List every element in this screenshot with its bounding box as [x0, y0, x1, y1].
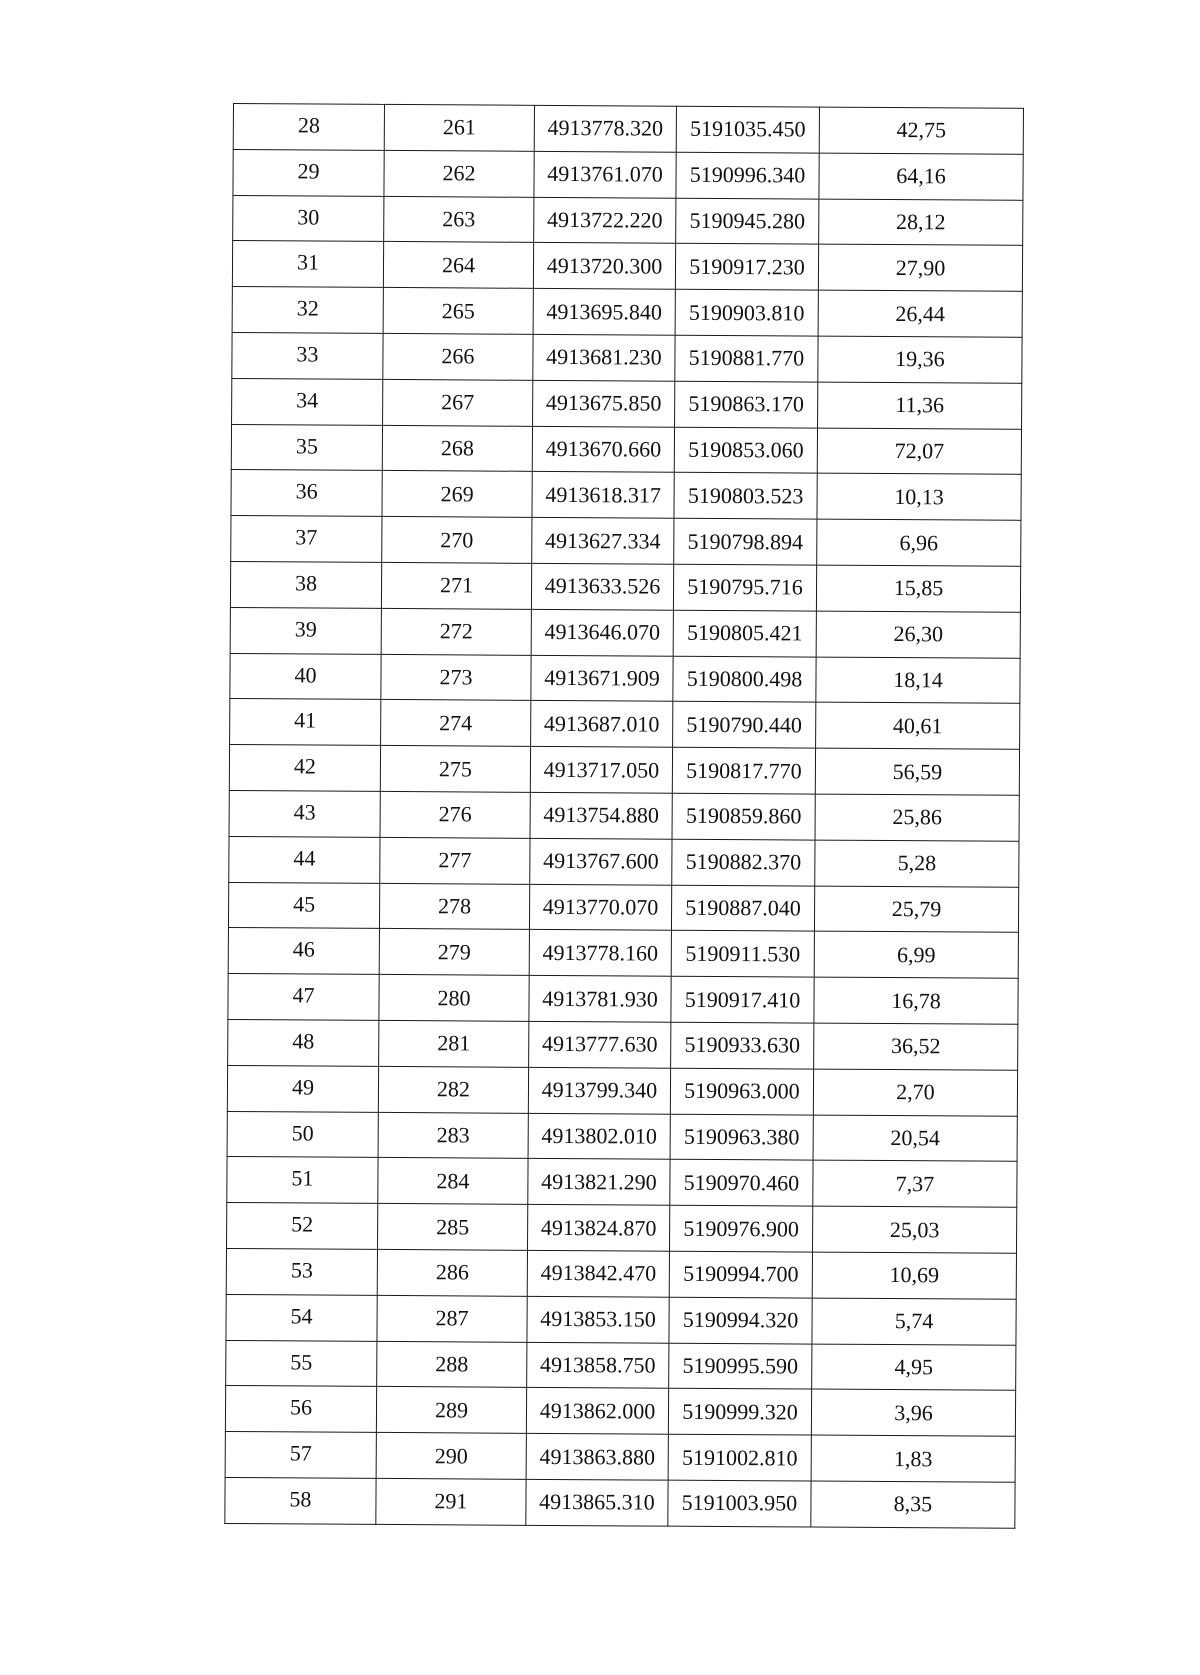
x-coordinate-cell: 4913717.050	[530, 746, 672, 793]
table-row	[225, 1432, 1015, 1483]
table-row	[231, 470, 1021, 521]
y-coordinate-cell: 5190970.460	[670, 1160, 813, 1207]
x-coordinate-cell: 4913799.340	[528, 1067, 670, 1114]
row-number-cell: 51	[227, 1157, 378, 1204]
row-number-cell: 43	[229, 790, 380, 837]
row-number-cell: 39	[230, 607, 381, 654]
x-coordinate-cell: 4913633.526	[531, 563, 673, 610]
x-coordinate-cell: 4913821.290	[528, 1159, 670, 1206]
y-coordinate-cell: 5190795.716	[673, 564, 816, 611]
point-number-cell: 269	[382, 471, 532, 518]
y-coordinate-cell: 5190917.410	[671, 976, 814, 1023]
point-number-cell: 265	[383, 288, 533, 335]
y-coordinate-cell: 5190995.590	[669, 1343, 812, 1390]
y-coordinate-cell: 5190805.421	[673, 610, 816, 657]
segment-length-cell: 28,12	[819, 199, 1023, 246]
segment-length-cell: 40,61	[816, 702, 1020, 749]
y-coordinate-cell: 5190996.340	[676, 152, 819, 199]
table-row	[228, 882, 1018, 933]
row-number-cell: 54	[226, 1294, 377, 1341]
y-coordinate-cell: 5191035.450	[676, 106, 819, 153]
segment-length-cell: 5,74	[812, 1298, 1016, 1345]
table-row	[231, 516, 1021, 567]
segment-length-cell: 25,86	[815, 794, 1019, 841]
y-coordinate-cell: 5190963.380	[670, 1114, 813, 1161]
table-row	[230, 653, 1020, 704]
segment-length-cell: 2,70	[813, 1069, 1017, 1116]
segment-length-cell: 6,99	[814, 931, 1018, 978]
segment-length-cell: 8,35	[811, 1481, 1015, 1528]
y-coordinate-cell: 5191002.810	[668, 1434, 811, 1481]
table-row	[229, 836, 1019, 887]
point-number-cell: 288	[377, 1341, 527, 1388]
row-number-cell: 29	[233, 149, 384, 196]
row-number-cell: 28	[233, 104, 384, 151]
y-coordinate-cell: 5190859.860	[672, 793, 815, 840]
point-number-cell: 287	[377, 1295, 527, 1342]
row-number-cell: 34	[232, 378, 383, 425]
table-row	[228, 1019, 1018, 1070]
point-number-cell: 271	[381, 562, 531, 609]
x-coordinate-cell: 4913863.880	[526, 1433, 668, 1480]
table-row	[225, 1477, 1015, 1528]
point-number-cell: 281	[379, 1020, 529, 1067]
y-coordinate-cell: 5190945.280	[676, 198, 819, 245]
y-coordinate-cell: 5190800.498	[673, 656, 816, 703]
x-coordinate-cell: 4913695.840	[533, 289, 675, 336]
x-coordinate-cell: 4913778.160	[529, 930, 671, 977]
x-coordinate-cell: 4913720.300	[533, 243, 675, 290]
segment-length-cell: 6,96	[817, 519, 1021, 566]
table-row	[230, 607, 1020, 658]
y-coordinate-cell: 5190798.894	[674, 518, 817, 565]
segment-length-cell: 10,69	[812, 1252, 1016, 1299]
x-coordinate-cell: 4913681.230	[533, 334, 675, 381]
table-row	[233, 195, 1023, 246]
x-coordinate-cell: 4913802.010	[528, 1113, 670, 1160]
row-number-cell: 58	[225, 1477, 376, 1524]
y-coordinate-cell: 5190994.320	[669, 1297, 812, 1344]
segment-length-cell: 11,36	[818, 382, 1022, 429]
row-number-cell: 57	[225, 1432, 376, 1479]
row-number-cell: 30	[233, 195, 384, 242]
point-number-cell: 283	[378, 1112, 528, 1159]
table-row	[226, 1340, 1016, 1391]
y-coordinate-cell: 5190976.900	[669, 1205, 812, 1252]
x-coordinate-cell: 4913670.660	[532, 426, 674, 473]
x-coordinate-cell: 4913627.334	[532, 518, 674, 565]
y-coordinate-cell: 5190882.370	[672, 839, 815, 886]
table-row	[233, 104, 1023, 155]
segment-length-cell: 5,28	[815, 840, 1019, 887]
row-number-cell: 32	[232, 287, 383, 334]
y-coordinate-cell: 5190911.530	[671, 931, 814, 978]
y-coordinate-cell: 5190817.770	[672, 747, 815, 794]
table-row	[232, 332, 1022, 383]
segment-length-cell: 1,83	[811, 1435, 1015, 1482]
table-row	[232, 287, 1022, 338]
row-number-cell: 31	[232, 241, 383, 288]
segment-length-cell: 20,54	[813, 1115, 1017, 1162]
x-coordinate-cell: 4913770.070	[529, 884, 671, 931]
y-coordinate-cell: 5190881.770	[675, 335, 818, 382]
x-coordinate-cell: 4913687.010	[531, 701, 673, 748]
x-coordinate-cell: 4913767.600	[530, 838, 672, 885]
x-coordinate-cell: 4913761.070	[534, 151, 676, 198]
point-number-cell: 268	[382, 425, 532, 472]
y-coordinate-cell: 5190803.523	[674, 473, 817, 520]
row-number-cell: 42	[229, 745, 380, 792]
segment-length-cell: 72,07	[817, 428, 1021, 475]
table-row	[230, 561, 1020, 612]
x-coordinate-cell: 4913862.000	[526, 1388, 668, 1435]
point-number-cell: 274	[381, 700, 531, 747]
point-number-cell: 266	[383, 333, 533, 380]
point-number-cell: 264	[383, 242, 533, 289]
row-number-cell: 36	[231, 470, 382, 517]
y-coordinate-cell: 5190933.630	[671, 1022, 814, 1069]
x-coordinate-cell: 4913675.850	[533, 380, 675, 427]
point-number-cell: 272	[381, 608, 531, 655]
point-number-cell: 278	[379, 883, 529, 930]
row-number-cell: 49	[227, 1065, 378, 1112]
point-number-cell: 270	[382, 517, 532, 564]
segment-length-cell: 26,44	[818, 290, 1022, 337]
point-number-cell: 280	[379, 975, 529, 1022]
coordinates-table	[224, 103, 1024, 1529]
x-coordinate-cell: 4913618.317	[532, 472, 674, 519]
row-number-cell: 45	[228, 882, 379, 929]
row-number-cell: 37	[231, 516, 382, 563]
x-coordinate-cell: 4913824.870	[527, 1204, 669, 1251]
x-coordinate-cell: 4913865.310	[526, 1479, 668, 1526]
row-number-cell: 33	[232, 332, 383, 379]
x-coordinate-cell: 4913842.470	[527, 1250, 669, 1297]
x-coordinate-cell: 4913754.880	[530, 792, 672, 839]
point-number-cell: 291	[376, 1478, 526, 1525]
segment-length-cell: 16,78	[814, 977, 1018, 1024]
table-row	[226, 1248, 1016, 1299]
row-number-cell: 56	[225, 1386, 376, 1433]
segment-length-cell: 7,37	[813, 1160, 1017, 1207]
segment-length-cell: 25,03	[812, 1206, 1016, 1253]
table-row	[227, 1065, 1017, 1116]
table-row	[229, 745, 1019, 796]
segment-length-cell: 10,13	[817, 473, 1021, 520]
point-number-cell: 277	[380, 837, 530, 884]
row-number-cell: 50	[227, 1111, 378, 1158]
row-number-cell: 55	[226, 1340, 377, 1387]
segment-length-cell: 42,75	[819, 107, 1023, 154]
segment-length-cell: 56,59	[815, 748, 1019, 795]
x-coordinate-cell: 4913671.909	[531, 655, 673, 702]
point-number-cell: 286	[377, 1249, 527, 1296]
point-number-cell: 273	[381, 654, 531, 701]
table-row	[228, 928, 1018, 979]
row-number-cell: 53	[226, 1248, 377, 1295]
point-number-cell: 282	[378, 1066, 528, 1113]
y-coordinate-cell: 5190887.040	[671, 885, 814, 932]
segment-length-cell: 18,14	[816, 657, 1020, 704]
segment-length-cell: 64,16	[819, 153, 1023, 200]
point-number-cell: 285	[378, 1204, 528, 1251]
x-coordinate-cell: 4913858.750	[527, 1342, 669, 1389]
x-coordinate-cell: 4913853.150	[527, 1296, 669, 1343]
y-coordinate-cell: 5190853.060	[674, 427, 817, 474]
y-coordinate-cell: 5190963.000	[670, 1068, 813, 1115]
x-coordinate-cell: 4913777.630	[529, 1021, 671, 1068]
row-number-cell: 38	[230, 561, 381, 608]
y-coordinate-cell: 5190999.320	[668, 1388, 811, 1435]
point-number-cell: 284	[378, 1158, 528, 1205]
segment-length-cell: 25,79	[814, 886, 1018, 933]
table-row	[233, 149, 1023, 200]
segment-length-cell: 3,96	[811, 1389, 1015, 1436]
y-coordinate-cell: 5191003.950	[668, 1480, 811, 1527]
table-row	[232, 378, 1022, 429]
row-number-cell: 41	[230, 699, 381, 746]
segment-length-cell: 19,36	[818, 336, 1022, 383]
coordinates-table-body	[225, 104, 1024, 1529]
row-number-cell: 48	[228, 1019, 379, 1066]
table-row	[231, 424, 1021, 475]
row-number-cell: 35	[231, 424, 382, 471]
y-coordinate-cell: 5190790.440	[673, 702, 816, 749]
row-number-cell: 44	[229, 836, 380, 883]
table-row	[227, 1157, 1017, 1208]
table-row	[226, 1294, 1016, 1345]
table-row	[227, 1203, 1017, 1254]
point-number-cell: 267	[383, 379, 533, 426]
point-number-cell: 262	[384, 150, 534, 197]
table-row	[232, 241, 1022, 292]
point-number-cell: 279	[379, 929, 529, 976]
row-number-cell: 47	[228, 974, 379, 1021]
point-number-cell: 290	[376, 1433, 526, 1480]
table-row	[228, 974, 1018, 1025]
x-coordinate-cell: 4913781.930	[529, 975, 671, 1022]
point-number-cell: 261	[384, 104, 534, 151]
segment-length-cell: 36,52	[814, 1023, 1018, 1070]
row-number-cell: 52	[227, 1203, 378, 1250]
segment-length-cell: 15,85	[816, 565, 1020, 612]
segment-length-cell: 26,30	[816, 611, 1020, 658]
row-number-cell: 40	[230, 653, 381, 700]
point-number-cell: 263	[384, 196, 534, 243]
row-number-cell: 46	[228, 928, 379, 975]
table-row	[229, 790, 1019, 841]
y-coordinate-cell: 5190917.230	[675, 244, 818, 291]
table-row	[230, 699, 1020, 750]
y-coordinate-cell: 5190994.700	[669, 1251, 812, 1298]
y-coordinate-cell: 5190863.170	[675, 381, 818, 428]
point-number-cell: 275	[380, 746, 530, 793]
point-number-cell: 289	[376, 1387, 526, 1434]
table-row	[225, 1386, 1015, 1437]
x-coordinate-cell: 4913646.070	[531, 609, 673, 656]
x-coordinate-cell: 4913778.320	[534, 105, 676, 152]
point-number-cell: 276	[380, 791, 530, 838]
segment-length-cell: 4,95	[812, 1344, 1016, 1391]
y-coordinate-cell: 5190903.810	[675, 289, 818, 336]
x-coordinate-cell: 4913722.220	[534, 197, 676, 244]
segment-length-cell: 27,90	[818, 244, 1022, 291]
table-row	[227, 1111, 1017, 1162]
